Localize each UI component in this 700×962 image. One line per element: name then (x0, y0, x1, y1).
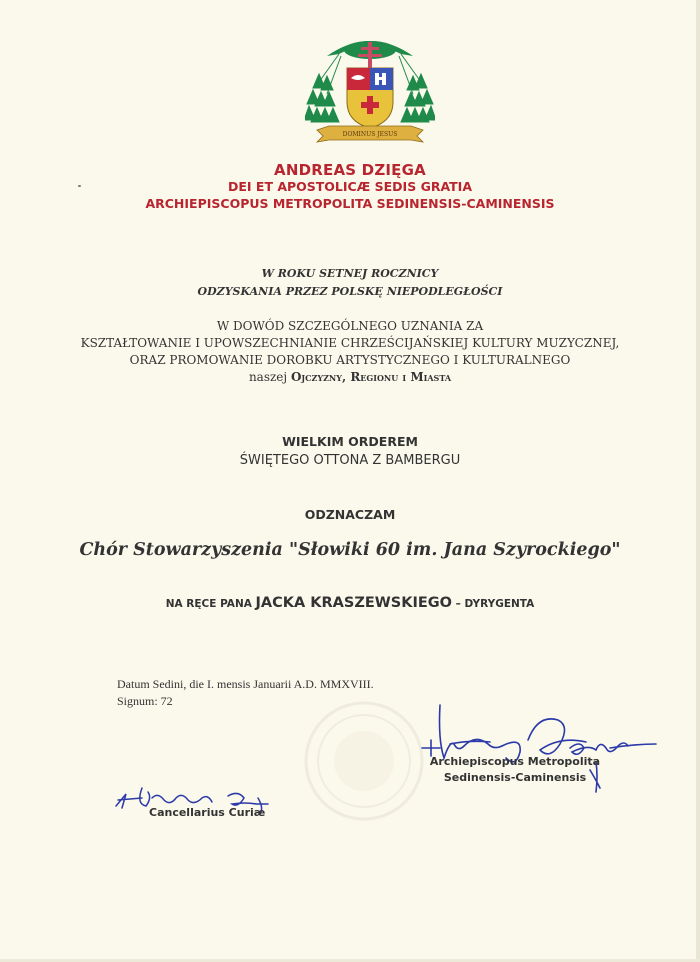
reason-line-4-prefix: naszej (248, 370, 291, 384)
issuer-office-line: ARCHIEPISCOPUS METROPOLITA SEDINENSIS-CAMINENSIS (145, 196, 555, 211)
issuer-title-line: DEI ET APOSTOLICÆ SEDIS GRATIA (227, 179, 473, 194)
motto-text: DOMINUS JESUS (342, 131, 398, 138)
chancellor-signature-label: Cancellarius Curiæ (149, 806, 266, 819)
occasion-line-2: ODZYSKANIA PRZEZ POLSKĘ NIEPODLEGŁOŚCI (197, 285, 503, 298)
reason-line-1: W DOWÓD SZCZEGÓLNEGO UZNANIA ZA (216, 319, 484, 333)
archbishop-title-line-2: Sedinensis-Caminensis (443, 771, 587, 784)
hands-name: JACKA KRASZEWSKIEGO (255, 595, 452, 611)
archbishop-title-line-1: Archiepiscopus Metropolita (429, 755, 601, 768)
paper-edge (696, 0, 700, 962)
issuer-name: ANDREAS DZIĘGA (274, 161, 426, 179)
reason-line-3: ORAZ PROMOWANIE DOROBKU ARTYSTYCZNEGO I KULTURALNEGO (129, 353, 571, 367)
reason-line-4 (0, 369, 700, 386)
coat-of-arms (305, 30, 435, 148)
order-line-2: ŚWIĘTEGO OTTONA Z BAMBERGU (239, 453, 461, 468)
reason-line-2: KSZTAŁTOWANIE I UPOWSZECHNIANIE CHRZEŚCIJAŃSKIEJ KULTURY MUZYCZNEJ, (80, 336, 620, 350)
reason-line-4-emphasis: Ojczyzny, Regionu i Miasta (290, 370, 452, 384)
embossed-seal (303, 700, 425, 822)
occasion-line-1: W ROKU SETNEJ ROCZNICY (261, 267, 439, 280)
date-line: Datum Sedini, die I. mensis Januarii A.D. MMXVIII. (117, 677, 374, 691)
signum-line: Signum: 72 (117, 694, 173, 708)
tassels-left (305, 54, 341, 122)
tassels-right (399, 54, 435, 122)
archbishop-signature-label (420, 754, 610, 786)
hands-line (0, 592, 700, 611)
recipient-name: Chór Stowarzyszenia "Słowiki 60 im. Jana Szyrockiego" (79, 540, 621, 560)
hands-prefix: NA RĘCE PANA (165, 598, 256, 610)
hands-suffix: – DYRYGENTA (451, 598, 535, 610)
award-verb: ODZNACZAM (304, 507, 396, 522)
chancellor-signature (112, 782, 282, 827)
order-line-1: WIELKIM ORDEREM (282, 434, 418, 449)
